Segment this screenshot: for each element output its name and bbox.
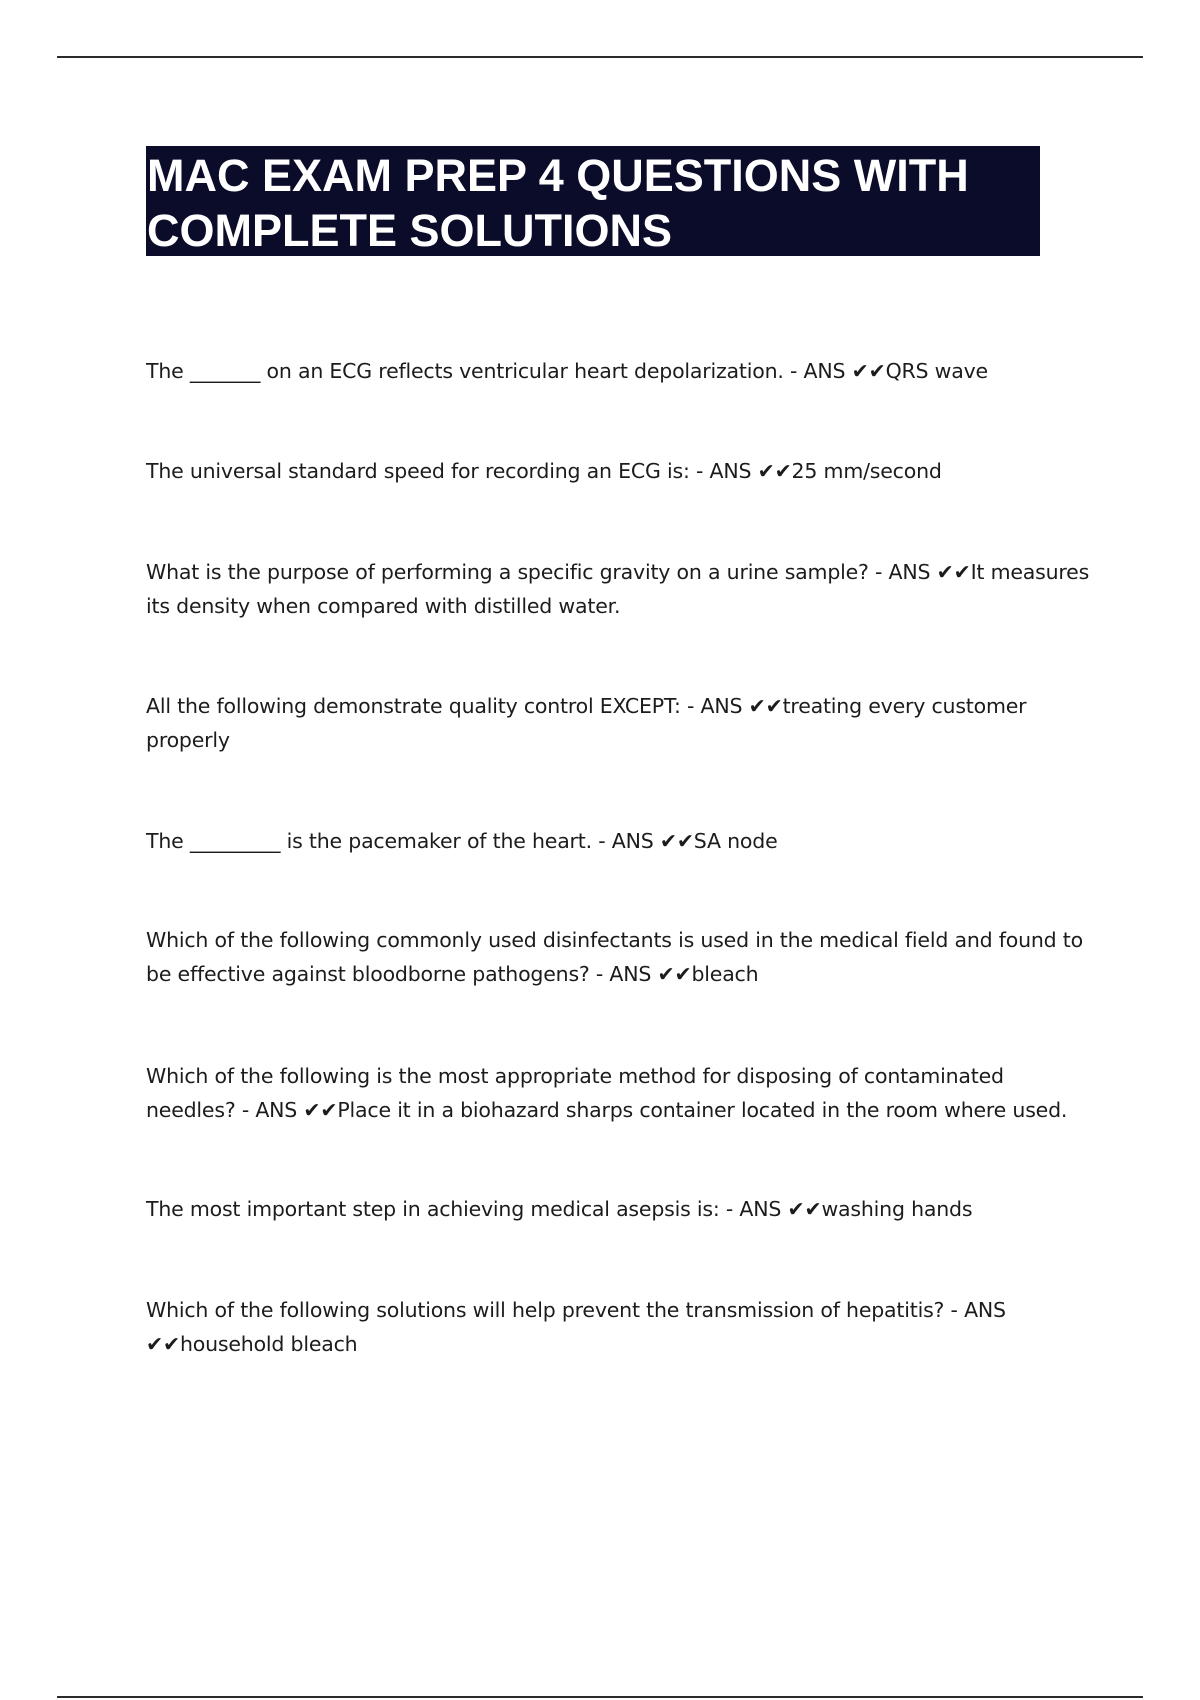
qa-item-8: The most important step in achieving medical asepsis is: - ANS ✔✔washing hands — [146, 1197, 973, 1221]
qa-item-5: The _________ is the pacemaker of the heart. - ANS ✔✔SA node — [146, 829, 778, 853]
qa-item-9: Which of the following solutions will help prevent the transmission of hepatitis? - ANS ✔✔household bleach — [146, 1298, 1006, 1356]
qa-item-7: Which of the following is the most appropriate method for disposing of contaminated needles? - ANS ✔✔Place it in a biohazard sharps container located in the room where used. — [146, 1064, 1068, 1122]
qa-item-3: What is the purpose of performing a specific gravity on a urine sample? - ANS ✔✔It measures its density when compared with distilled water. — [146, 560, 1090, 618]
qa-item-6: Which of the following commonly used disinfectants is used in the medical field and found to be effective against bloodborne pathogens? - ANS ✔✔bleach — [146, 928, 1083, 986]
document-title: MAC EXAM PREP 4 QUESTIONS WITH COMPLETE SOLUTIONS — [147, 150, 969, 256]
qa-item-2: The universal standard speed for recording an ECG is: - ANS ✔✔25 mm/second — [146, 459, 942, 483]
footer-rule — [57, 1696, 1143, 1698]
header-rule — [57, 56, 1143, 58]
qa-item-1: The _______ on an ECG reflects ventricular heart depolarization. - ANS ✔✔QRS wave — [146, 359, 988, 383]
qa-item-4: All the following demonstrate quality control EXCEPT: - ANS ✔✔treating every customer properly — [146, 694, 1027, 752]
title-banner — [146, 146, 1040, 256]
